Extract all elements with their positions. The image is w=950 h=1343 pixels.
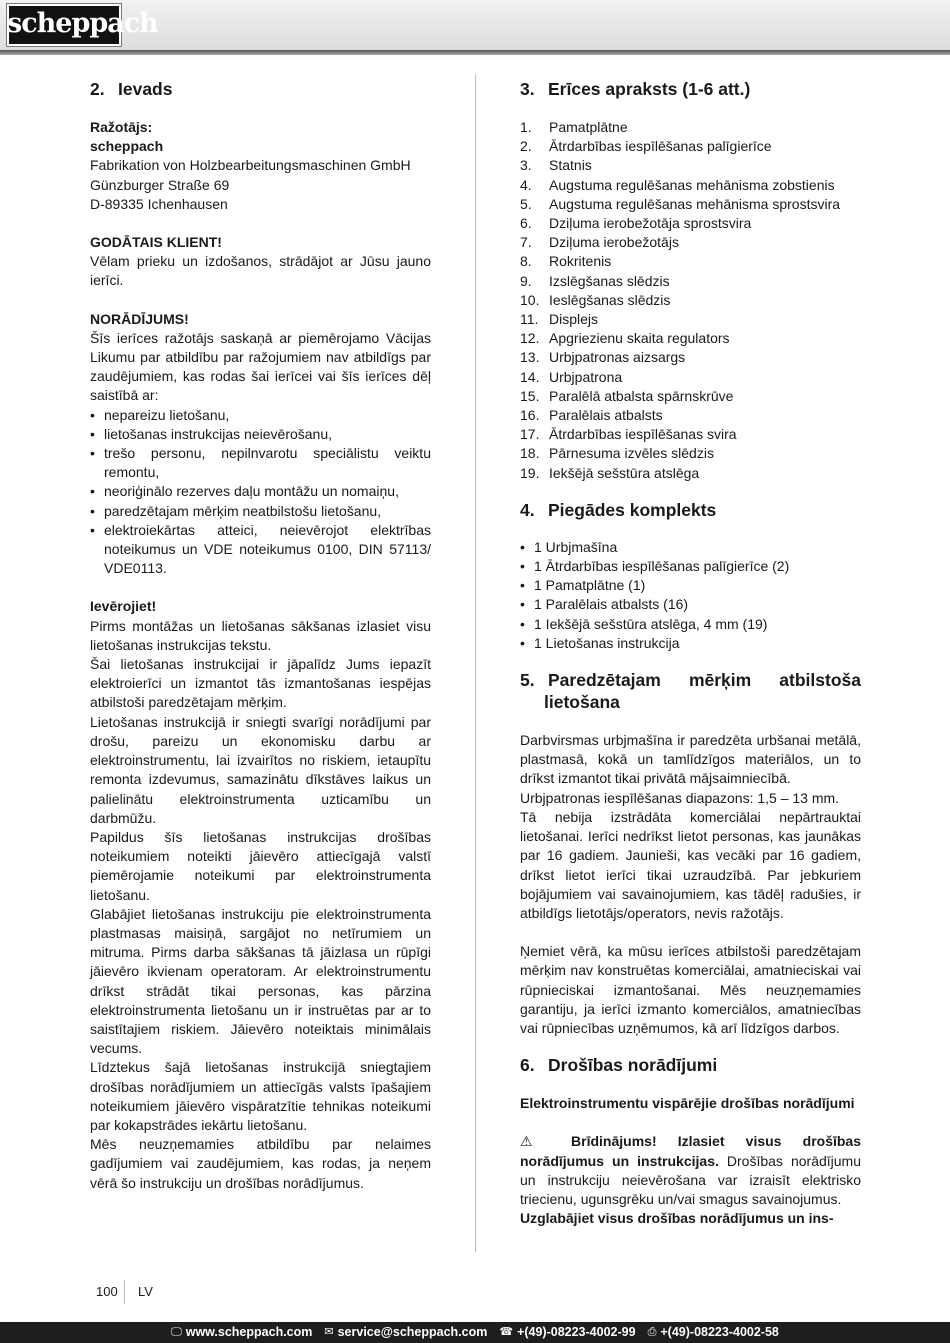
list-item: 16. Paralēlais atbalsts <box>520 407 663 424</box>
section-6-heading: 6. Drošības norādījumi <box>520 1055 718 1076</box>
phone-icon: ☎ <box>499 1326 514 1338</box>
list-item: • neoriģinālo rezerves daļu montāžu un nomaiņu, <box>90 482 431 501</box>
list-item: 9. Izslēgšanas slēdzis <box>520 272 670 289</box>
logo-text: scheppach <box>7 8 158 39</box>
delivery-list <box>520 538 861 653</box>
liability-list <box>90 406 431 579</box>
list-item: • 1 Paralēlais atbalsts (16) <box>520 595 861 614</box>
section-5-heading: 5. Paredzētajam mērķim atbilstoša <box>520 670 861 691</box>
dear-customer-label: GODĀTAIS KLIENT! <box>90 234 222 251</box>
address-line-3: D-89335 Ichenhausen <box>90 195 228 212</box>
section-3-title: Erīces apraksts (1-6 att.) <box>548 79 751 99</box>
phone-contact[interactable] <box>499 1322 635 1343</box>
observe-paragraph: Papildus šīs lietošanas instrukcijas drošības noteikumiem noteikti jāievēro attiecīgajā valstī piemērojamie noteikumi par elektroinstrumenta lietošanu. <box>90 828 431 903</box>
list-item: • nepareizu lietošanu, <box>90 406 431 425</box>
section-2-title: Ievads <box>118 79 173 99</box>
list-item: • trešo personu, nepilnvarotu speciālistu veiktu remontu, <box>90 444 431 482</box>
list-item: • 1 Pamatplātne (1) <box>520 576 861 595</box>
language-code: LV <box>138 1284 153 1299</box>
left-column <box>90 74 431 1193</box>
right-column <box>520 74 861 1228</box>
list-item: 3. Statnis <box>520 157 592 174</box>
list-item: 4. Augstuma regulēšanas mehānisma zobstienis <box>520 176 835 193</box>
envelope-icon: ✉ <box>324 1326 334 1338</box>
safety-subheading: Elektroinstrumentu vispārējie drošības norādījumi <box>520 1095 855 1112</box>
dear-customer-text: Vēlam prieku un izdošanos, strādājot ar Jūsu jauno ierīci. <box>90 253 431 289</box>
parts-list <box>520 118 861 483</box>
website-contact[interactable] <box>171 1322 312 1343</box>
list-item: • 1 Urbjmašīna <box>520 538 861 557</box>
observe-paragraph: Lietošanas instrukcijā ir sniegti svarīgi norādījumi par drošu, pareizu un ekonomisku darbu ar elektroinstrumentu, lai izvairītos no riskiem, ietaupītu remonta izdevumus, samazinātu dīkstāves laikus un palielinātu elektroinstrumenta uzticamību un darbmūžu. <box>90 713 431 826</box>
list-item: 15. Paralēlā atbalsta spārnskrūve <box>520 387 734 404</box>
list-item: 5. Augstuma regulēšanas mehānisma sprostsvira <box>520 195 841 212</box>
list-item: • 1 Iekšējā sešstūra atslēga, 4 mm (19) <box>520 615 861 634</box>
page-header <box>0 0 950 50</box>
usage-paragraph: Urbjpatronas iespīlēšanas diapazons: 1,5 – 13 mm. <box>520 789 840 806</box>
list-item: 18. Pārnesuma izvēles slēdzis <box>520 445 714 462</box>
page-number: 100 <box>96 1284 118 1299</box>
manufacturer-name: scheppach <box>90 138 164 155</box>
usage-paragraph: Ņemiet vērā, ka mūsu ierīces atbilstoši paredzētajam mērķim nav konstruētas komerciālai, amatnieciskai vai rūpnieciskai izmantošanai. Mēs neuzņemamies garantiju, ja ierīci izmanto komerciālos, amatniecības vai rūpniecības uzņēmumos, kā arī līdzīgos darbos. <box>520 943 861 1036</box>
list-item: • elektroiekārtas atteici, neievērojot elektrības noteikumus un VDE noteikumus 0100, DIN 57113/ VDE0113. <box>90 521 431 579</box>
list-item: 14. Urbjpatrona <box>520 368 623 385</box>
observe-paragraph: Līdztekus šajā lietošanas instrukcijā sniegtajiem drošības norādījumiem un attiecīgās valsts īpašajiem noteikumiem jāievēro vispāratzītie tehnikas noteikumi par kokapstrādes iekārtu lietošanu. <box>90 1059 431 1133</box>
list-item: 11. Displejs <box>520 311 599 328</box>
section-4-title: Piegādes komplekts <box>548 499 717 520</box>
section-4-heading: 4. Piegādes komplekts <box>520 499 717 520</box>
list-item: 19. Iekšējā sešstūra atslēga <box>520 464 700 481</box>
note-label: NORĀDĪJUMS! <box>90 310 189 327</box>
list-item: 17. Ātrdarbības iespīlēšanas svira <box>520 426 737 443</box>
footer-divider <box>124 1280 125 1304</box>
list-item: • paredzētajam mērķim neatbilstošu lietošanu, <box>90 502 431 521</box>
observe-paragraph: Glabājiet lietošanas instrukciju pie elektroinstrumenta plastmasas maisiņā, sargājot no netīrumiem un mitruma. Pirms darba sākšanas tā jāizlasa un rūpīgi jāievēro ikvienam operatoram. Ar elektroinstrumentu drīkst strādāt tikai personas, kas pārzina elektroinstrumenta lietošanu un ir instruētas par ar to saistītajiem riskiem. Jāievēro noteiktais minimālais vecums. <box>90 905 431 1057</box>
section-5-title: Paredzētajam mērķim atbilstoša <box>548 670 861 691</box>
list-item: 2. Ātrdarbības iespīlēšanas palīgierīce <box>520 138 772 155</box>
list-item: 8. Rokritenis <box>520 253 612 270</box>
warning-bold: Brīdinājums! Izlasiet visus drošības norādījumus un instrukcijas. <box>520 1133 862 1169</box>
warning-icon: ⚠ <box>520 1133 550 1150</box>
scheppach-logo <box>6 3 158 47</box>
usage-paragraph: Darbvirsmas urbjmašīna ir paredzēta urbšanai metālā, plastmasā, kokā un tamlīdzīgos materiālos, un to drīkst izmantot tikai privātā mājsaimniecībā. <box>520 732 861 787</box>
list-item: 10. Ieslēgšanas slēdzis <box>520 291 671 308</box>
manufacturer-label: Ražotājs: <box>90 119 153 135</box>
website-text: www.scheppach.com <box>185 1325 313 1339</box>
usage-paragraph: Tā nebija izstrādāta komerciālai nepārtrauktai lietošanai. Ierīci nedrīkst lietot personas, kas jaunākas par 16 gadiem. Jaunieši, kas vecāki par 16 gadiem, drīkst lietot ierīci tikai uzraudzībā. Par jebkuriem bojājumiem vai savainojumiem, kas tādēļ radušies, ir atbildīgs lietotājs/operators, nevis ražotājs. <box>520 808 861 921</box>
list-item: 12. Apgriezienu skaita regulators <box>520 330 730 347</box>
note-text: Šīs ierīces ražotājs saskaņā ar piemērojamo Vācijas Likumu par atbildību par ražojumiem nav atbildīgs par zaudējumiem, kas rodas šai ierīcei vai šīs ierīces dēļ saistībā ar: <box>90 329 431 404</box>
fax-icon: ⎙ <box>647 1326 657 1338</box>
section-3-heading: 3. Erīces apraksts (1-6 att.) <box>520 79 751 99</box>
list-item: 1. Pamatplātne <box>520 119 628 135</box>
email-contact[interactable] <box>324 1322 487 1343</box>
list-item: • lietošanas instrukcijas neievērošanu, <box>90 425 431 444</box>
observe-paragraph: Mēs neuzņemamies atbildību par nelaimes gadījumiem vai zaudējumiem, kas rodas, ja neņem vērā šo instrukciju un drošības norādījumus. <box>90 1136 431 1191</box>
email-text: service@scheppach.com <box>337 1325 488 1339</box>
list-item: 7. Dziļuma ierobežotājs <box>520 234 679 251</box>
section-2-heading: 2. Ievads <box>90 79 173 99</box>
header-rule <box>0 50 950 55</box>
warning-paragraph <box>520 1132 861 1209</box>
list-item: • 1 Lietošanas instrukcija <box>520 634 861 653</box>
column-divider <box>475 74 476 1252</box>
contact-bar <box>0 1322 950 1343</box>
address-line-2: Günzburger Straße 69 <box>90 176 230 193</box>
list-item: • 1 Ātrdarbības iespīlēšanas palīgierīce (2) <box>520 557 861 576</box>
section-5-title-cont: lietošana <box>544 692 620 713</box>
list-item: 6. Dziļuma ierobežotāja sprostsvira <box>520 215 752 232</box>
warning-text: Drošības norādījumu un instrukciju neievērošana var izraisīt elektrisko triecienu, ugunsgrēku un/vai smagus savainojumus. <box>520 1152 861 1207</box>
list-item: 13. Urbjpatronas aizsargs <box>520 349 686 366</box>
section-6-title: Drošības norādījumi <box>548 1055 718 1076</box>
fax-contact[interactable] <box>648 1322 779 1343</box>
observe-paragraph: Šai lietošanas instrukcijai ir jāpalīdz Jums iepazīt elektroierīci un izmantot tās izmantošanas iespējas atbilstoši paredzētajam mērķim. <box>90 656 431 711</box>
observe-paragraph: Pirms montāžas un lietošanas sākšanas izlasiet visu lietošanas instrukcijas tekstu. <box>90 617 431 653</box>
fax-text: +(49)-08223-4002-58 <box>660 1325 779 1339</box>
phone-text: +(49)-08223-4002-99 <box>517 1325 636 1339</box>
monitor-icon: 🖵 <box>171 1326 182 1338</box>
observe-label: Ievērojiet! <box>90 598 157 615</box>
address-line-1: Fabrikation von Holzbearbeitungsmaschinen GmbH <box>90 157 411 174</box>
keep-instructions-text: Uzglabājiet visus drošības norādījumus un ins- <box>520 1210 834 1227</box>
